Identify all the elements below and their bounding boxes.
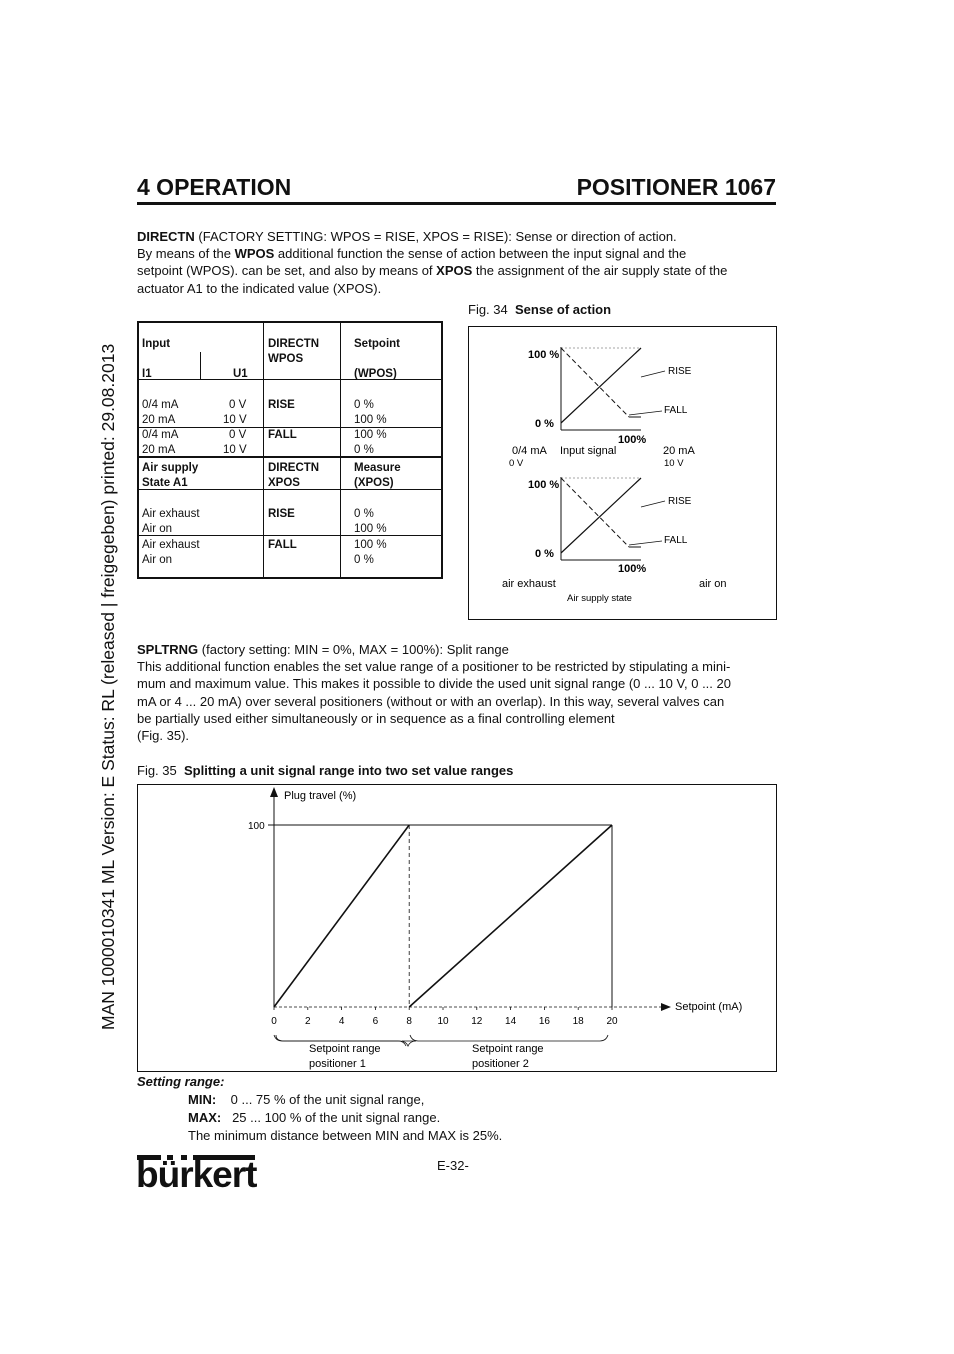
fig34-bottom-x-sub: Air supply state <box>567 593 632 604</box>
fig35-x-tick-label: 0 <box>271 1016 277 1027</box>
setting-max-row: MAX: 25 ... 100 % of the unit signal range. <box>188 1110 441 1125</box>
fig35-x-tick-label: 8 <box>406 1016 412 1027</box>
fig34-top-rise-label: RISE <box>668 366 692 377</box>
document-status-sidebar: MAN 1000010341 ML Version: E Status: RL (released | freigegeben) printed: 29.08.2013 <box>98 343 118 1030</box>
fig35-x-tick-label: 20 <box>606 1016 618 1027</box>
fig35-x-tick-label: 18 <box>572 1016 584 1027</box>
fig34-top-x100-label: 100% <box>618 434 647 446</box>
fig35-x-tick-label: 16 <box>538 1016 550 1027</box>
fig34-bottom-y0-label: 0 % <box>535 548 554 560</box>
section-title: 4 OPERATION <box>137 174 292 200</box>
fig34-bottom-x100-label: 100% <box>618 563 647 575</box>
page-number: E-32- <box>437 1158 469 1173</box>
fig34-top-y0-label: 0 % <box>535 418 554 430</box>
sense-of-action-table: Input I1 U1 DIRECTN WPOS Setpoint (WPOS) 0/4 mA 20 mA 0 V 10 V RISE 0 % 100 % 0/4 mA 20 mA 0 V 10 V FALL 100 % 0 % Air supply State A1 DIRECTN XPOS Measure (XPOS) Air exhaust Air on RISE 0 % 100 % Air exhaust Air on FALL 100 % 0 % <box>137 321 443 579</box>
fig34-bottom-fall-line <box>561 478 629 547</box>
fig35-range2-label-2: positioner 2 <box>472 1058 529 1070</box>
directn-paragraph: DIRECTN (FACTORY SETTING: WPOS = RISE, XPOS = RISE): Sense or direction of action. By means of the WPOS additional function the sense of action between the input signal and the setpoint (WPOS). can be set, and also by means of XPOS the assignment of the air supply state of the actuator A1 to the indicated value (XPOS). <box>137 229 728 296</box>
fig35-caption: Fig. 35 Splitting a unit signal range into two set value ranges <box>137 763 514 778</box>
fig35-range1-label-2: positioner 1 <box>309 1058 366 1070</box>
fig34-bottom-x-left: air exhaust <box>502 578 556 590</box>
header-rule <box>137 202 776 205</box>
fig35-brace-2 <box>410 1035 608 1041</box>
fig34-top-rise-line <box>561 348 641 423</box>
fig34-top-x-mid: Input signal <box>560 445 617 457</box>
fig34-top-x-right-v: 10 V <box>664 458 684 469</box>
fig34-top-x-left-v: 0 V <box>509 458 524 469</box>
product-title: POSITIONER 1067 <box>576 174 776 200</box>
fig35-range2-label-1: Setpoint range <box>472 1043 544 1055</box>
fig35-x-tick-label: 10 <box>437 1016 449 1027</box>
fig34-graphs <box>469 327 776 619</box>
spltrng-term: SPLTRNG <box>137 642 199 657</box>
fig34-bottom-rise-label: RISE <box>668 496 692 507</box>
fig35-x-tick-label: 2 <box>305 1016 311 1027</box>
fig35-x-tick-label: 6 <box>372 1016 379 1027</box>
fig35-x-tick-label: 12 <box>471 1016 483 1027</box>
fig34-bottom-rise-line <box>561 478 641 553</box>
fig34-top-fall-label: FALL <box>664 405 688 416</box>
spltrng-paragraph: SPLTRNG (factory setting: MIN = 0%, MAX = 100%): Split range This additional function enables the set value range of a positioner to be restricted by stipulating a mini- mum and maximum value. This makes it possible to divide the used unit signal range (0 ... 10 V, 0 ... 20 mA or 4 ... 20 mA) over several positioners (without or with an overlap). In this way, several valves can be partially used either simultaneously or in sequence as a final controlling element (Fig. 35). <box>137 642 731 744</box>
fig35-x-label: Setpoint (mA) <box>675 1001 743 1013</box>
fig34-bottom-x-right: air on <box>699 578 727 590</box>
fig34-top-x-left: 0/4 mA <box>512 445 547 457</box>
setting-note: The minimum distance between MIN and MAX is 25%. <box>188 1128 503 1143</box>
fig35-y-tick-label: 100 <box>248 821 265 832</box>
fig34-bottom-fall-label: FALL <box>664 535 688 546</box>
directn-term: DIRECTN <box>137 229 195 244</box>
fig35-series-line-1 <box>274 825 409 1007</box>
setting-range-title: Setting range: <box>137 1074 225 1089</box>
setting-min-row: MIN: 0 ... 75 % of the unit signal range, <box>188 1092 425 1107</box>
fig34-top-fall-line <box>561 348 629 417</box>
fig35-frame <box>137 784 777 1072</box>
fig35-x-tick-label: 14 <box>505 1016 517 1027</box>
fig35-y-arrow <box>270 787 278 797</box>
fig35-range1-label-1: Setpoint range <box>309 1043 381 1055</box>
fig34-top-y100-label: 100 % <box>528 349 560 361</box>
fig34-frame <box>468 326 777 620</box>
fig35-y-label: Plug travel (%) <box>284 790 357 802</box>
fig34-top-x-right: 20 mA <box>663 445 695 457</box>
fig34-bottom-y100-label: 100 % <box>528 479 560 491</box>
fig35-series-line-2 <box>409 825 612 1007</box>
fig35-x-tick-label: 4 <box>338 1016 345 1027</box>
split-range-chart <box>138 785 776 1071</box>
fig35-x-arrow <box>661 1003 671 1011</box>
fig34-caption: Fig. 34 Sense of action <box>468 302 612 317</box>
